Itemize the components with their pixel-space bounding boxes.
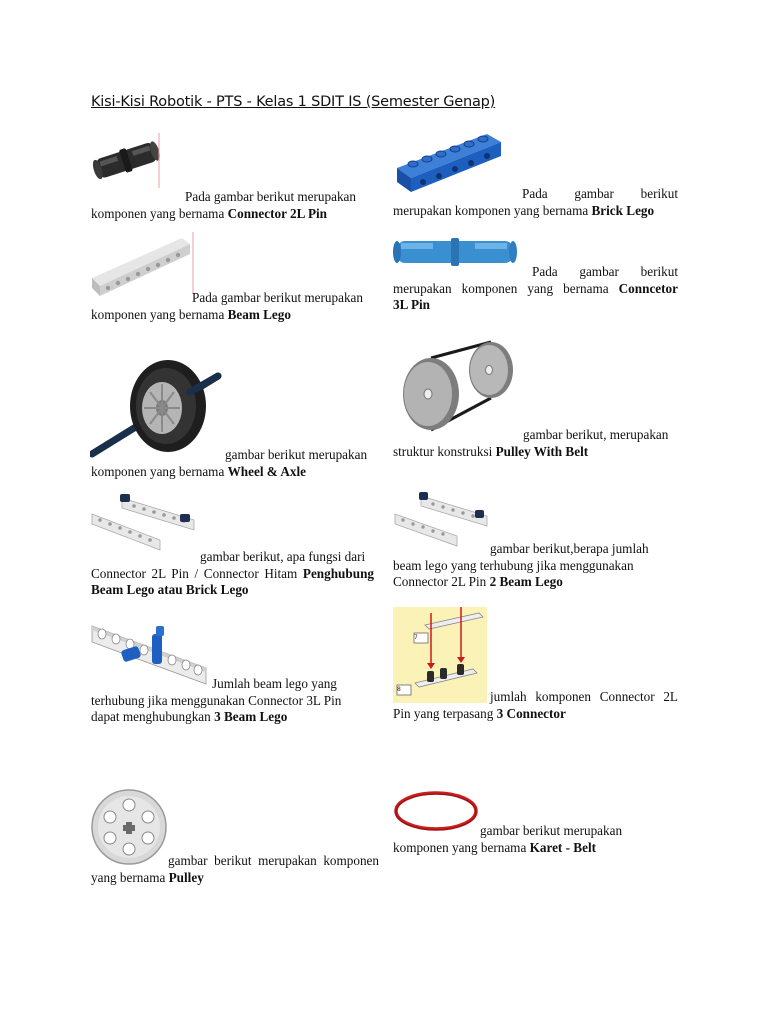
- item-text-line1: Pada gambar berikut: [532, 264, 678, 279]
- item-text-line1: Pada gambar berikut merupakan: [192, 290, 364, 305]
- item-text: [393, 427, 678, 460]
- step-number-top: 7: [414, 634, 418, 641]
- item-text: [91, 447, 379, 480]
- item-answer: Karet - Belt: [529, 839, 597, 855]
- item-answer: Wheel & Axle: [227, 463, 306, 479]
- item-text-line2: beam lego yang terhubung jika menggunakan: [393, 557, 634, 573]
- item-text: [91, 853, 379, 886]
- item-text-line2: komponen yang bernama: [393, 839, 530, 855]
- item-text-line2: yang bernama: [91, 869, 169, 885]
- item-text-line1: Jumlah beam lego yang: [212, 676, 337, 691]
- item-text: [91, 290, 379, 323]
- item-text-line2: komponen yang bernama: [91, 306, 228, 322]
- item-text-line1: gambar berikut, merupakan: [523, 427, 669, 442]
- item-answer: Beam Lego: [227, 306, 291, 322]
- item-text: [393, 823, 678, 856]
- item-answer: Pulley: [168, 869, 204, 885]
- item-text: [393, 689, 678, 722]
- wheel-axle-image: [90, 358, 222, 458]
- item-text-line1: jumlah komponen Connector 2L: [490, 689, 678, 704]
- item-text-line2: merupakan komponen yang bernama: [393, 202, 592, 218]
- item-text-line3: dapat menghubungkan: [91, 709, 215, 724]
- item-text-line2: komponen yang bernama: [91, 205, 228, 221]
- item-text-line2: Pin yang terpasang: [393, 705, 497, 721]
- item-answer: Conncetor: [618, 280, 678, 296]
- item-text: [393, 186, 678, 219]
- item-answer-cont: Beam Lego atau Brick Lego: [91, 582, 249, 597]
- item-text-line2: struktur konstruksi: [393, 443, 496, 459]
- item-text-line3: Connector 2L Pin: [393, 574, 490, 589]
- item-text-line1: gambar berikut merupakan: [225, 447, 368, 462]
- item-answer: 3 Beam Lego: [214, 709, 288, 724]
- item-text-line2: terhubung jika menggunakan Connector 3L Pin: [91, 692, 342, 708]
- pulley-with-belt-image: [395, 336, 519, 436]
- step-number-bottom: 8: [397, 686, 401, 693]
- two-beams-connected-image: [90, 490, 200, 558]
- item-answer-cont: 3L Pin: [393, 297, 431, 312]
- item-text-line1: gambar berikut,berapa jumlah: [490, 541, 649, 556]
- item-answer: Pulley With Belt: [495, 443, 589, 459]
- item-answer: 3 Connector: [496, 705, 566, 721]
- item-text-line1: Pada gambar berikut merupakan: [185, 189, 357, 204]
- item-text-line1: gambar berikut merupakan komponen: [168, 853, 379, 868]
- item-text-line2: komponen yang bernama: [91, 463, 228, 479]
- item-text: [393, 541, 678, 591]
- item-answer: Penghubung: [302, 565, 374, 581]
- item-answer: Brick Lego: [591, 202, 655, 218]
- item-answer: 2 Beam Lego: [489, 574, 563, 589]
- item-text-line2: merupakan komponen yang bernama: [393, 280, 619, 296]
- item-text-line2: Connector 2L Pin / Connector Hitam: [91, 565, 303, 581]
- item-text-line1: gambar berikut merupakan: [480, 823, 623, 838]
- item-text-line1: gambar berikut, apa fungsi dari: [200, 549, 366, 564]
- page-title: Kisi-Kisi Robotik - PTS - Kelas 1 SDIT IS (Semester Genap): [91, 94, 496, 110]
- item-text-line1: Pada gambar berikut: [522, 186, 678, 201]
- item-text: [91, 549, 374, 599]
- item-text: [393, 264, 678, 314]
- item-answer: Connector 2L Pin: [227, 205, 328, 221]
- beam-lego-image: [90, 228, 196, 298]
- item-text: [91, 189, 379, 222]
- item-text: [91, 676, 366, 726]
- connector-2l-pin-image: [90, 128, 164, 190]
